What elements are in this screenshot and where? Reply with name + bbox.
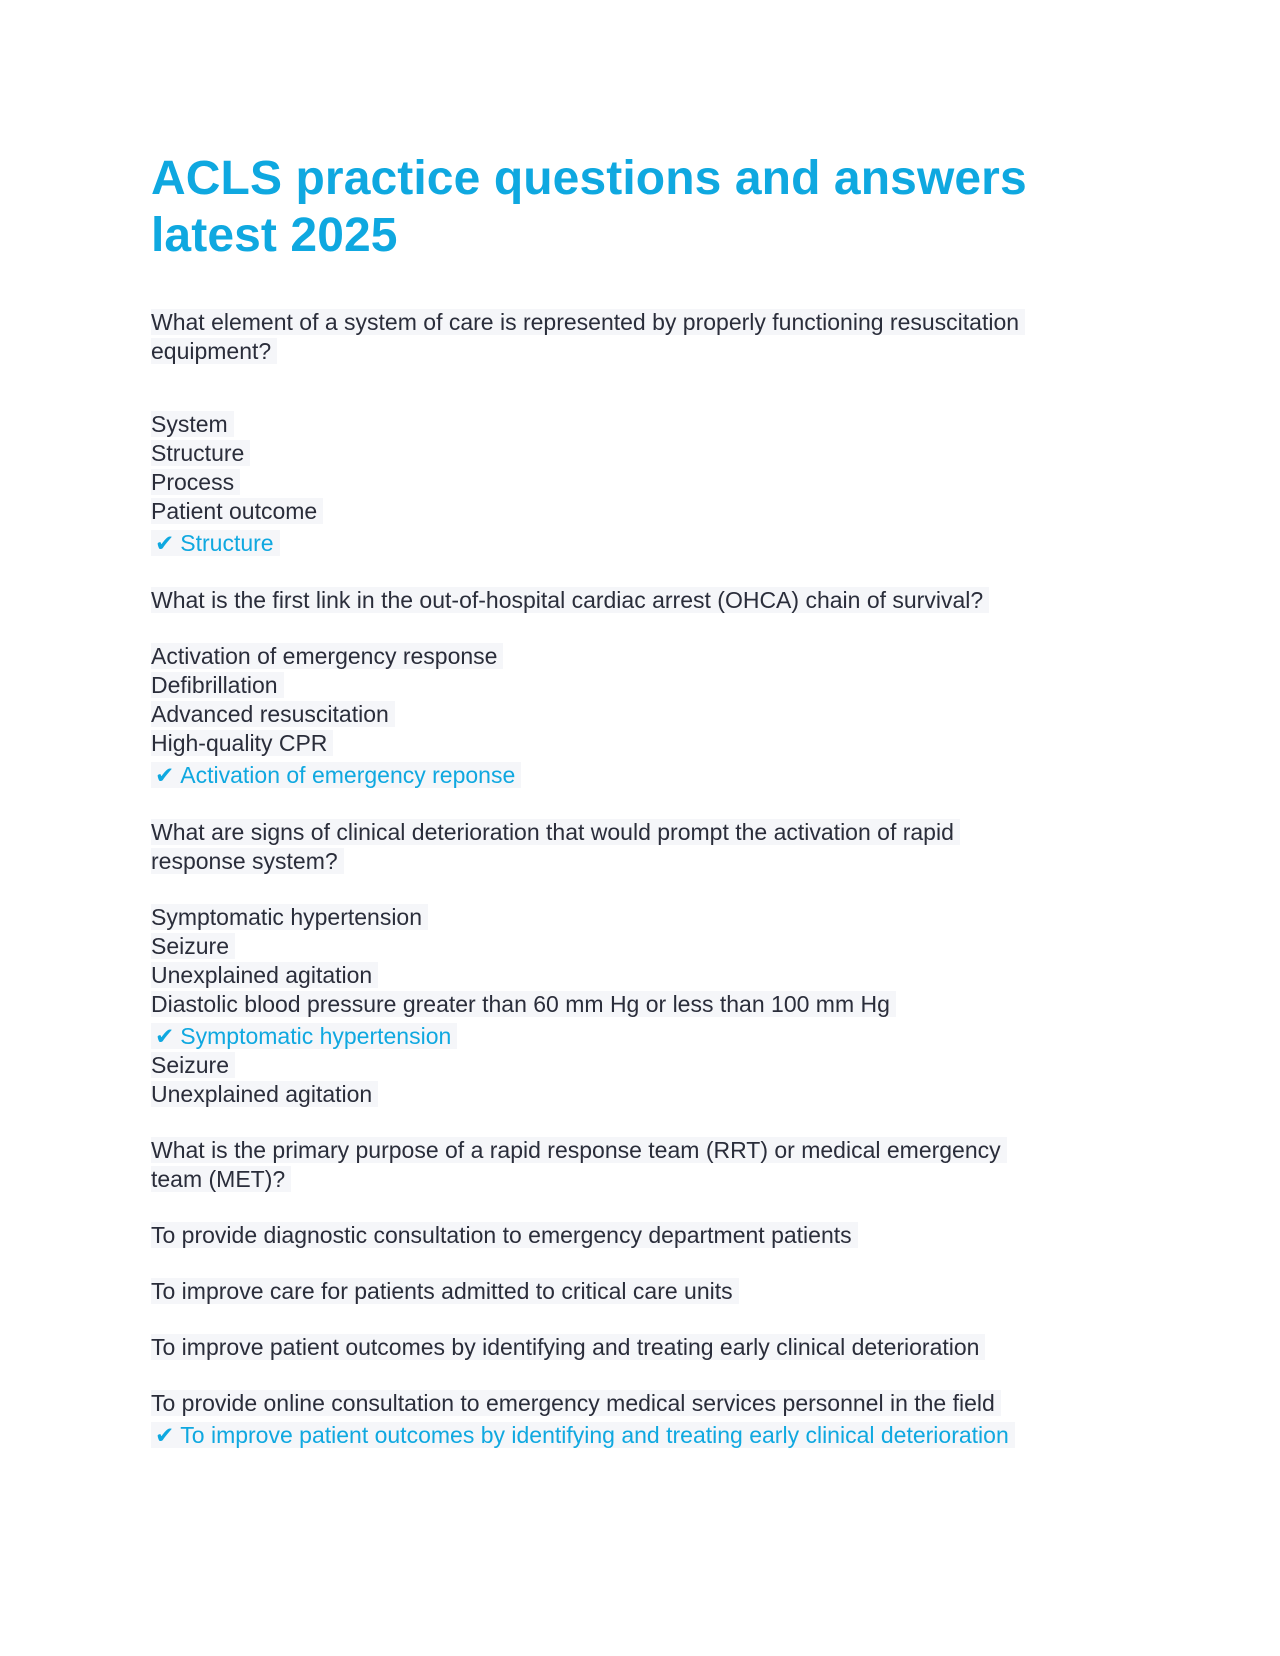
option-item: Structure [151, 439, 1131, 468]
answer-2: ✔ Activation of emergency reponse [151, 761, 1131, 790]
answer-1: ✔ Structure [151, 529, 1131, 558]
option-item: Patient outcome [151, 497, 1131, 526]
option-item: Seizure [151, 932, 1131, 961]
question-4-text: What is the primary purpose of a rapid response team (RRT) or medical emergency [151, 1136, 1131, 1165]
question-1-text-cont: equipment? [151, 337, 1131, 366]
option-item: Process [151, 468, 1131, 497]
question-4-text-cont: team (MET)? [151, 1165, 1131, 1194]
question-1-text: What element of a system of care is represented by properly functioning resuscitation [151, 308, 1131, 337]
option-item: Defibrillation [151, 671, 1131, 700]
question-block-1 [151, 308, 1131, 558]
title-line-2: latest 2025 [151, 209, 398, 262]
check-icon: ✔ [155, 1023, 175, 1049]
option-item: Symptomatic hypertension [151, 903, 1131, 932]
option-item: Advanced resuscitation [151, 700, 1131, 729]
option-item: Unexplained agitation [151, 961, 1131, 990]
option-item: To improve care for patients admitted to critical care units [151, 1277, 1131, 1306]
option-item: To provide diagnostic consultation to emergency department patients [151, 1221, 1131, 1250]
option-item: Diastolic blood pressure greater than 60 mm Hg or less than 100 mm Hg [151, 990, 1131, 1019]
question-block-4 [151, 1136, 1131, 1450]
option-item: High-quality CPR [151, 729, 1131, 758]
option-item: To provide online consultation to emergency medical services personnel in the field [151, 1389, 1131, 1418]
question-block-3 [151, 818, 1131, 1109]
check-icon: ✔ [155, 762, 175, 788]
document-content [151, 150, 1131, 1450]
title-line-1: ACLS practice questions and answers [151, 152, 1027, 205]
option-item: To improve patient outcomes by identifying and treating early clinical deterioration [151, 1333, 1131, 1362]
answer-3: ✔ Symptomatic hypertension [151, 1022, 1131, 1051]
answer-3-extra: Seizure [151, 1051, 1131, 1080]
question-3-text: What are signs of clinical deterioration that would prompt the activation of rapid [151, 818, 1131, 847]
question-3-text-cont: response system? [151, 847, 1131, 876]
document-title [151, 150, 1131, 264]
option-item: System [151, 410, 1131, 439]
answer-4: ✔ To improve patient outcomes by identifying and treating early clinical deterioration [151, 1421, 1131, 1450]
check-icon: ✔ [155, 530, 175, 556]
option-item: Activation of emergency response [151, 642, 1131, 671]
answer-3-extra: Unexplained agitation [151, 1080, 1131, 1109]
question-block-2 [151, 586, 1131, 790]
check-icon: ✔ [155, 1422, 175, 1448]
question-2-text: What is the first link in the out-of-hospital cardiac arrest (OHCA) chain of survival? [151, 586, 1131, 615]
